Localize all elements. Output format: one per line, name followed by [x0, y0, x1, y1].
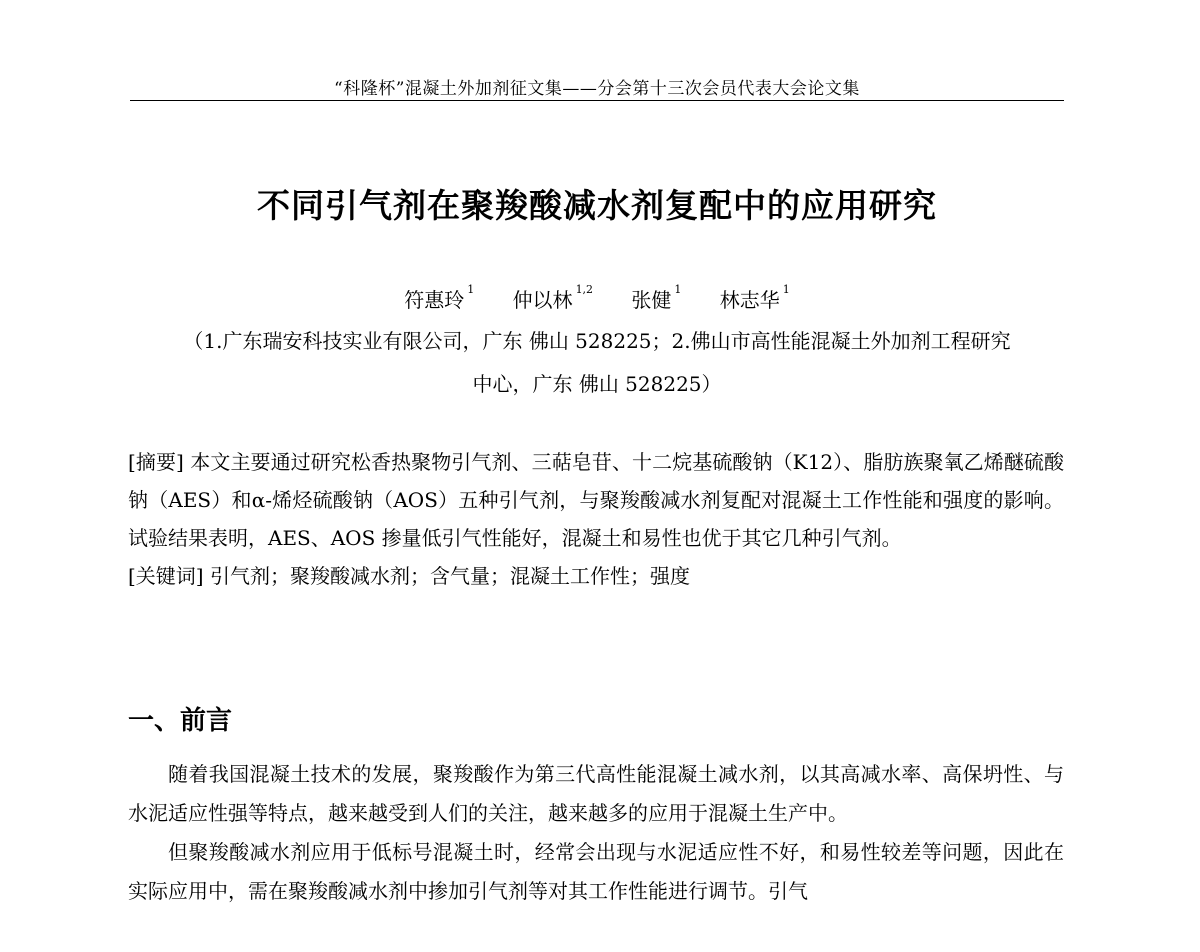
keywords — [128, 557, 1064, 595]
author — [404, 284, 474, 313]
abstract-label: [摘要] — [128, 450, 184, 474]
author-name: 林志华 — [719, 288, 780, 312]
author — [631, 284, 681, 313]
abstract-block — [128, 443, 1064, 595]
author-affiliation-mark: 1 — [782, 283, 790, 296]
affiliations — [130, 320, 1064, 406]
abstract-text: 本文主要通过研究松香热聚物引气剂、三萜皂苷、十二烷基硫酸钠（K12）、脂肪族聚氧乙烯醚硫酸钠（AES）和α-烯烃硫酸钠（AOS）五种引气剂，与聚羧酸减水剂复配对混凝土工作性能和强度的影响。试验结果表明，AES、AOS 掺量低引气性能好，混凝土和易性也优于其它几种引气剂。 — [128, 450, 1064, 550]
author-affiliation-mark: 1,2 — [575, 283, 594, 296]
author-affiliation-mark: 1 — [467, 283, 475, 296]
author — [513, 284, 594, 313]
running-head: “科隆杯”混凝土外加剂征文集——分会第十三次会员代表大会论文集 — [334, 79, 860, 99]
section-heading: 一、前言 — [128, 706, 233, 736]
keywords-text: 引气剂；聚羧酸减水剂；含气量；混凝土工作性；强度 — [209, 564, 690, 588]
author-name: 仲以林 — [512, 288, 573, 312]
paper-title: 不同引气剂在聚羧酸减水剂复配中的应用研究 — [257, 186, 937, 225]
paragraph: 随着我国混凝土技术的发展，聚羧酸作为第三代高性能混凝土减水剂，以其高减水率、高保坍性、与水泥适应性强等特点，越来越受到人们的关注，越来越多的应用于混凝土生产中。 — [128, 762, 1064, 825]
section-body — [128, 755, 1064, 911]
abstract — [128, 443, 1064, 557]
author-affiliation-mark: 1 — [674, 283, 682, 296]
affiliation-line-1: （1.广东瑞安科技实业有限公司，广东 佛山 528225；2.佛山市高性能混凝土外加剂工程研究 — [183, 329, 1011, 353]
author-name: 张健 — [631, 288, 672, 312]
author-list — [130, 284, 1064, 313]
keywords-label: [关键词] — [128, 564, 204, 588]
affiliation-line-2: 中心，广东 佛山 528225） — [472, 372, 722, 396]
author — [720, 284, 790, 313]
header-rule — [130, 100, 1064, 101]
author-name: 符惠玲 — [404, 288, 465, 312]
paragraph: 但聚羧酸减水剂应用于低标号混凝土时，经常会出现与水泥适应性不好，和易性较差等问题，因此在实际应用中，需在聚羧酸减水剂中掺加引气剂等对其工作性能进行调节。引气 — [128, 840, 1064, 903]
